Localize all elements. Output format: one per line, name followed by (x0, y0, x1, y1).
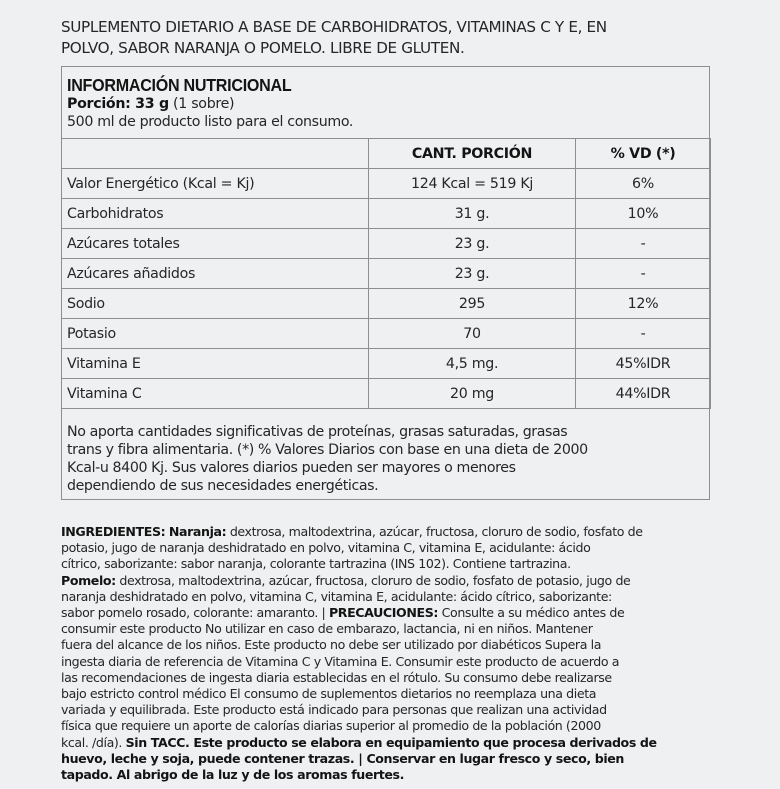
nutrient-amount: 70 (369, 319, 576, 349)
ingredients-line: física que requiere un aporte de calorías diarias superior al promedio de la población (2000 (61, 718, 601, 734)
header-daily-value: % VD (*) (576, 139, 711, 169)
ingredients-line (61, 573, 721, 589)
naranja-text: dextrosa, maltodextrina, azúcar, fructosa, cloruro de sodio, fosfato de (226, 524, 643, 539)
table-row (62, 379, 711, 409)
table-row (62, 169, 711, 199)
table-row (62, 199, 711, 229)
nutrient-dv: - (576, 319, 711, 349)
description-line: POLVO, SABOR NARANJA O POMELO. LIBRE DE GLUTEN. (61, 39, 465, 57)
pomelo-text: sabor pomelo rosado, colorante: amaranto. | (61, 605, 329, 621)
nutrient-dv: - (576, 259, 711, 289)
nutrition-table (61, 138, 711, 409)
footnote-line: trans y fibra alimentaria. (*) % Valores Diarios con base en una dieta de 2000 (67, 442, 588, 458)
pomelo-text: dextrosa, maltodextrina, azúcar, fructosa, cloruro de sodio, fosfato de potasio, jugo de (115, 572, 631, 588)
nutrient-amount: 124 Kcal = 519 Kj (369, 169, 576, 199)
ingredients-line: consumir este producto No utilizar en caso de embarazo, lactancia, ni en niños. Mantener (61, 621, 593, 637)
nutrient-amount: 23 g. (369, 259, 576, 289)
ingredients-line (61, 524, 721, 540)
description-line: SUPLEMENTO DIETARIO A BASE DE CARBOHIDRATOS, VITAMINAS C Y E, EN (61, 18, 607, 36)
serving-size (67, 95, 704, 113)
nutrient-dv: - (576, 229, 711, 259)
ingredients-line: las recomendaciones de ingesta diaria establecidas en el rótulo. Su consumo debe realizarse (61, 669, 612, 685)
nutrient-amount: 23 g. (369, 229, 576, 259)
naranja-label: Naranja: (168, 524, 227, 539)
table-row (62, 259, 711, 289)
ingredients-line (61, 751, 721, 767)
ingredients-line (61, 735, 721, 751)
ingredients-block (61, 524, 721, 783)
precautions-label: PRECAUCIONES: (328, 605, 439, 621)
nutrient-amount: 31 g. (369, 199, 576, 229)
table-row (62, 349, 711, 379)
ingredients-line: bajo estricto control médico El consumo de suplementos dietarios no reemplaza una dieta (61, 686, 597, 702)
tacc-warning: tapado. Al abrigo de la luz y de los aromas fuertes. (61, 767, 405, 783)
ingredients-line: potasio, jugo de naranja deshidratado en polvo, vitamina C, vitamina E, acidulante: ácido (61, 540, 591, 556)
header-amount: CANT. PORCIÓN (369, 139, 576, 169)
footnote-line: Kcal-u 8400 Kj. Sus valores diarios pueden ser mayores o menores (67, 460, 516, 476)
tacc-warning: Sin TACC. Este producto se elabora en equipamiento que procesa derivados de (125, 734, 657, 750)
serving-label: Porción: 33 g (67, 96, 169, 112)
nutrient-dv: 10% (576, 199, 711, 229)
tacc-warning: huevo, leche y soja, puede contener trazas. | Conservar en lugar fresco y seco, bien (61, 750, 624, 766)
precautions-text: Consulte a su médico antes de (438, 605, 625, 621)
ingredients-line: fuera del alcance de los niños. Este producto no debe ser utilizado por diabéticos Supera la (61, 637, 602, 653)
preparation-note: 500 ml de producto listo para el consumo. (67, 114, 354, 130)
precautions-text: kcal. /día). (61, 734, 126, 750)
nutrient-name: Vitamina E (62, 349, 369, 379)
table-row (62, 289, 711, 319)
nutrient-name: Carbohidratos (62, 199, 369, 229)
nutrient-name: Azúcares añadidos (62, 259, 369, 289)
nutrition-title: INFORMACIÓN NUTRICIONAL (67, 75, 292, 95)
serving-extra: (1 sobre) (173, 96, 235, 112)
ingredients-label: INGREDIENTES: (61, 524, 166, 539)
ingredients-line: cítrico, saborizante: sabor naranja, colorante tartrazina (INS 102). Contiene tartrazina. (61, 556, 571, 572)
nutrient-dv: 6% (576, 169, 711, 199)
footnote-line: No aporta cantidades significativas de proteínas, grasas saturadas, grasas (67, 424, 568, 440)
ingredients-line (61, 605, 721, 621)
nutrient-name: Potasio (62, 319, 369, 349)
footnote-line: dependiendo de sus necesidades energéticas. (67, 478, 379, 494)
ingredients-line: variada y equilibrada. Este producto está indicado para personas que realizan una actividad (61, 702, 607, 718)
nutrient-name: Valor Energético (Kcal = Kj) (62, 169, 369, 199)
ingredients-line: ingesta diaria de referencia de Vitamina C y Vitamina E. Consumir este producto de acuerdo a (61, 653, 620, 669)
nutrition-facts-panel (61, 66, 710, 500)
header-nutrient (62, 139, 369, 169)
ingredients-line (61, 767, 721, 783)
table-row (62, 319, 711, 349)
nutrition-header (62, 67, 709, 139)
product-description (61, 17, 741, 59)
nutrient-dv: 44%IDR (576, 379, 711, 409)
nutrient-amount: 4,5 mg. (369, 349, 576, 379)
nutrition-footnote (62, 417, 709, 495)
nutrient-amount: 295 (369, 289, 576, 319)
pomelo-label: Pomelo: (61, 572, 116, 588)
nutrient-dv: 45%IDR (576, 349, 711, 379)
nutrient-name: Azúcares totales (62, 229, 369, 259)
nutrient-name: Vitamina C (62, 379, 369, 409)
table-header-row (62, 139, 711, 169)
nutrient-name: Sodio (62, 289, 369, 319)
nutrient-amount: 20 mg (369, 379, 576, 409)
table-row (62, 229, 711, 259)
nutrient-dv: 12% (576, 289, 711, 319)
ingredients-line: naranja deshidratado en polvo, vitamina C, vitamina E, acidulante: ácido cítrico, saborizante: (61, 588, 612, 604)
